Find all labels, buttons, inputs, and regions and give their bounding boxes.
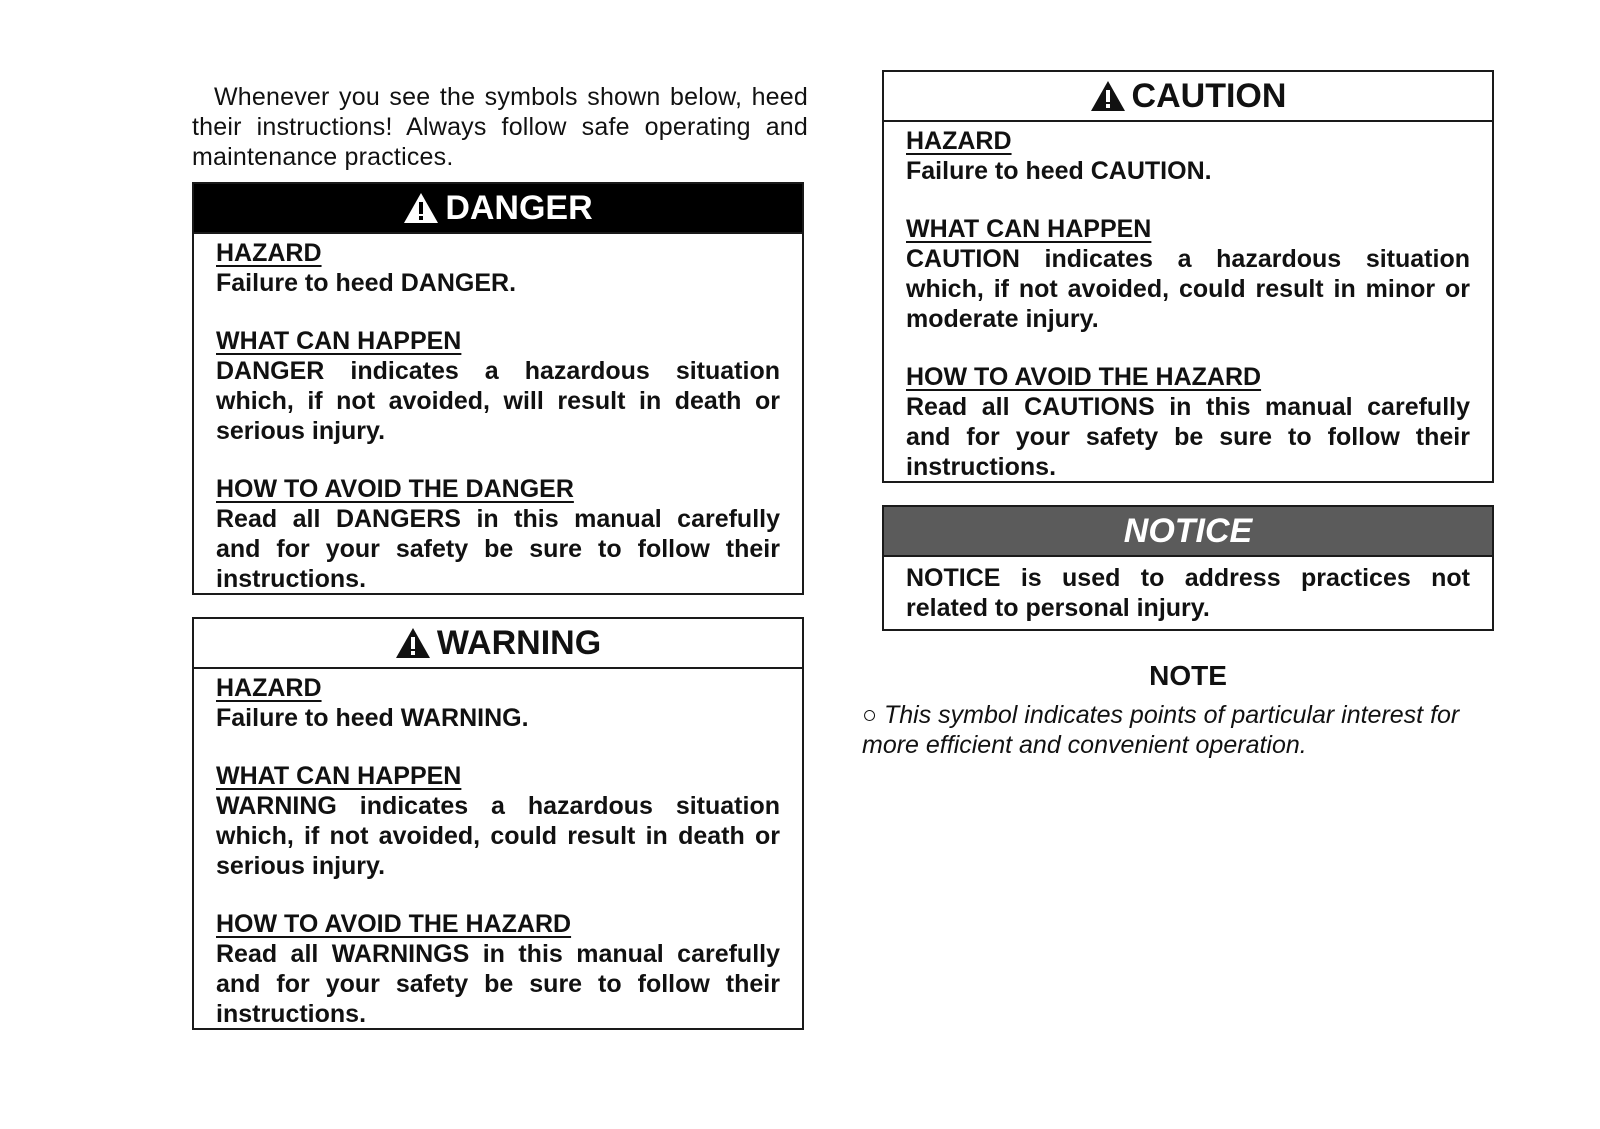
danger-hazard-text: Failure to heed DANGER. bbox=[216, 269, 517, 297]
warning-triangle-icon bbox=[403, 192, 439, 224]
caution-box bbox=[882, 70, 1494, 483]
danger-header bbox=[194, 184, 802, 234]
caution-what-section bbox=[906, 214, 1470, 334]
note-title: NOTE bbox=[1149, 660, 1227, 691]
warning-what-section bbox=[216, 761, 780, 881]
danger-hazard-section bbox=[216, 238, 780, 298]
warning-avoid-text: Read all WARNINGS in this manual carefully and for your safety be sure to follow their instructions. bbox=[216, 940, 780, 1028]
notice-text: NOTICE is used to address practices not related to personal injury. bbox=[906, 564, 1470, 622]
danger-box bbox=[192, 182, 804, 595]
notice-header bbox=[884, 507, 1492, 557]
caution-hazard-text: Failure to heed CAUTION. bbox=[906, 157, 1212, 185]
caution-header bbox=[884, 72, 1492, 122]
caution-avoid-text: Read all CAUTIONS in this manual carefully and for your safety be sure to follow their instructions. bbox=[906, 393, 1470, 481]
intro-paragraph: Whenever you see the symbols shown below, heed their instructions! Always follow safe operating and maintenance practices. bbox=[192, 83, 808, 171]
warning-triangle-icon bbox=[395, 627, 431, 659]
danger-what-label: WHAT CAN HAPPEN bbox=[216, 327, 462, 355]
warning-triangle-icon bbox=[1090, 80, 1126, 112]
warning-hazard-text: Failure to heed WARNING. bbox=[216, 704, 529, 732]
danger-hazard-label: HAZARD bbox=[216, 239, 322, 267]
caution-what-label: WHAT CAN HAPPEN bbox=[906, 215, 1152, 243]
caution-hazard-section bbox=[906, 126, 1470, 186]
warning-what-label: WHAT CAN HAPPEN bbox=[216, 762, 462, 790]
danger-avoid-section bbox=[216, 474, 780, 594]
caution-avoid-section bbox=[906, 362, 1470, 482]
note-bullet-icon: ○ bbox=[862, 701, 878, 729]
danger-avoid-text: Read all DANGERS in this manual carefully and for your safety be sure to follow their instructions. bbox=[216, 505, 780, 593]
danger-title: DANGER bbox=[445, 188, 593, 227]
warning-header bbox=[194, 619, 802, 669]
warning-title: WARNING bbox=[436, 623, 602, 662]
warning-avoid-section bbox=[216, 909, 780, 1029]
caution-avoid-label: HOW TO AVOID THE HAZARD bbox=[906, 363, 1262, 391]
warning-what-text: WARNING indicates a hazardous situation which, if not avoided, could result in death or serious injury. bbox=[216, 792, 780, 880]
danger-what-section bbox=[216, 326, 780, 446]
caution-title: CAUTION bbox=[1131, 76, 1287, 115]
danger-body bbox=[194, 234, 802, 602]
warning-hazard-label: HAZARD bbox=[216, 674, 322, 702]
caution-body bbox=[884, 122, 1492, 490]
warning-box bbox=[192, 617, 804, 1030]
warning-avoid-label: HOW TO AVOID THE HAZARD bbox=[216, 910, 572, 938]
warning-hazard-section bbox=[216, 673, 780, 733]
warning-body bbox=[194, 669, 802, 1037]
notice-box bbox=[882, 505, 1494, 631]
caution-what-text: CAUTION indicates a hazardous situation which, if not avoided, could result in minor or moderate injury. bbox=[906, 245, 1470, 333]
caution-hazard-label: HAZARD bbox=[906, 127, 1012, 155]
note-paragraph bbox=[862, 700, 1478, 760]
notice-body bbox=[884, 557, 1492, 631]
danger-avoid-label: HOW TO AVOID THE DANGER bbox=[216, 475, 574, 503]
notice-title: NOTICE bbox=[1123, 511, 1253, 550]
danger-what-text: DANGER indicates a hazardous situation which, if not avoided, will result in death or serious injury. bbox=[216, 357, 780, 445]
note-text: This symbol indicates points of particular interest for more efficient and convenient operation. bbox=[862, 701, 1460, 759]
